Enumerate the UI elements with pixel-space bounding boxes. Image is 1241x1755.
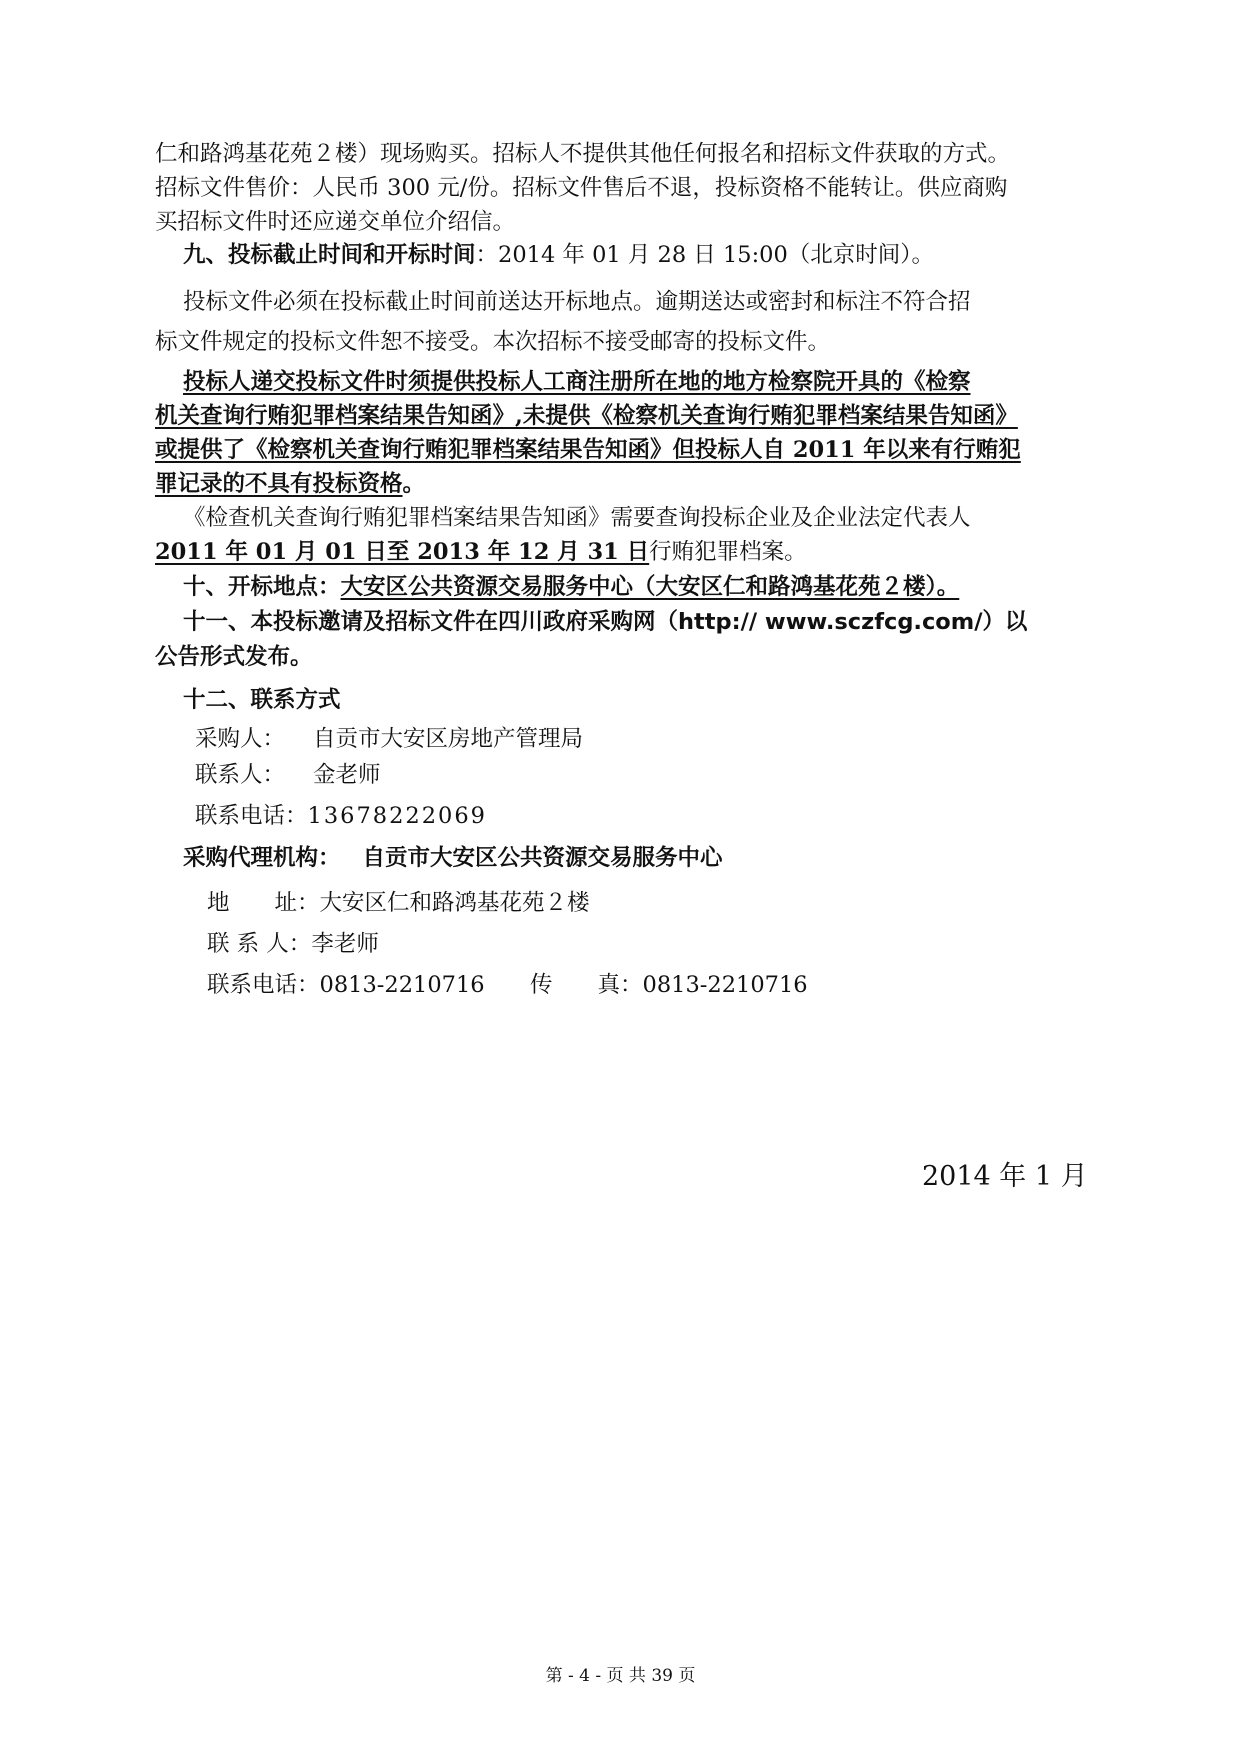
section-9 (183, 240, 934, 270)
paragraph-line: 买招标文件时还应递交单位介绍信。 (155, 209, 516, 235)
paragraph-rest: 行贿犯罪档案。 (649, 539, 807, 565)
phone-label: 联系电话： (195, 803, 308, 829)
bold-notice-line: 投标人递交投标文件时须提供投标人工商注册所在地的地方检察院开具的《检察 (183, 369, 971, 395)
document-date: 2014 年 1 月 (922, 1161, 1088, 1192)
section-10-title: 十、开标地点： (183, 574, 341, 600)
phone-value: 13678222069 (307, 803, 487, 829)
contact-label: 联系人： (195, 762, 286, 788)
agency-label: 采购代理机构： (183, 845, 341, 871)
agency-row (183, 843, 723, 873)
contact-value: 金老师 (313, 762, 381, 788)
agency-contact-value: 李老师 (311, 931, 379, 957)
paragraph-line: 《检查机关查询行贿犯罪档案结果告知函》需要查询投标企业及企业法定代表人 (183, 505, 971, 531)
bold-notice-underlined: 罪记录的不具有投标资格 (155, 471, 403, 497)
agency-phone-label: 联系电话： (207, 972, 320, 998)
fax-label: 传 真： (530, 972, 643, 998)
fax-value: 0813-2210716 (642, 972, 808, 998)
address-value: 大安区仁和路鸿基花苑２楼 (319, 890, 590, 916)
address-row (207, 888, 590, 918)
address-label: 地 址： (207, 890, 320, 916)
buyer-row (195, 724, 583, 754)
paragraph-line: 投标文件必须在投标截止时间前送达开标地点。逾期送达或密封和标注不符合招 (183, 289, 971, 315)
bold-notice-end: 。 (402, 471, 426, 497)
agency-phone-value: 0813-2210716 (319, 972, 485, 998)
phone-row (195, 801, 487, 831)
contact-row (195, 760, 381, 790)
section-10-value: 大安区公共资源交易服务中心（大安区仁和路鸿基花苑２楼）。 (340, 574, 960, 600)
paragraph-line: 仁和路鸿基花苑２楼）现场购买。招标人不提供其他任何报名和招标文件获取的方式。 (155, 141, 1011, 167)
section-11-line: 十一、本投标邀请及招标文件在四川政府采购网（http:// www.sczfcg.com/）以 (183, 609, 1028, 635)
page-footer: 第 - 4 - 页 共 39 页 (545, 1666, 696, 1686)
agency-value: 自贡市大安区公共资源交易服务中心 (362, 845, 723, 871)
section-9-title: 九、投标截止时间和开标时间 (183, 242, 476, 268)
section-12-title: 十二、联系方式 (183, 687, 341, 713)
paragraph-line: 招标文件售价：人民币 300 元/份。招标文件售后不退，投标资格不能转让。供应商购 (155, 175, 1008, 201)
buyer-label: 采购人： (195, 726, 286, 752)
fax-row (530, 970, 808, 1000)
agency-phone-row (207, 970, 485, 1000)
bold-notice-line: 或提供了《检察机关查询行贿犯罪档案结果告知函》但投标人自 2011 年以来有行贿犯 (155, 437, 1021, 463)
section-11-line: 公告形式发布。 (155, 644, 313, 670)
agency-contact-label: 联 系 人： (207, 931, 312, 957)
section-10 (183, 572, 959, 602)
bold-notice-line (155, 469, 425, 499)
agency-contact-row (207, 929, 379, 959)
paragraph-line (155, 537, 807, 567)
section-9-value: ：2014 年 01 月 28 日 15:00（北京时间）。 (475, 242, 935, 268)
bold-notice-line: 机关查询行贿犯罪档案结果告知函》,未提供《检察机关查询行贿犯罪档案结果告知函》 (155, 403, 1018, 429)
date-range-underlined: 2011 年 01 月 01 日至 2013 年 12 月 31 日 (155, 539, 650, 565)
buyer-value: 自贡市大安区房地产管理局 (313, 726, 584, 752)
paragraph-line: 标文件规定的投标文件恕不接受。本次招标不接受邮寄的投标文件。 (155, 329, 831, 355)
